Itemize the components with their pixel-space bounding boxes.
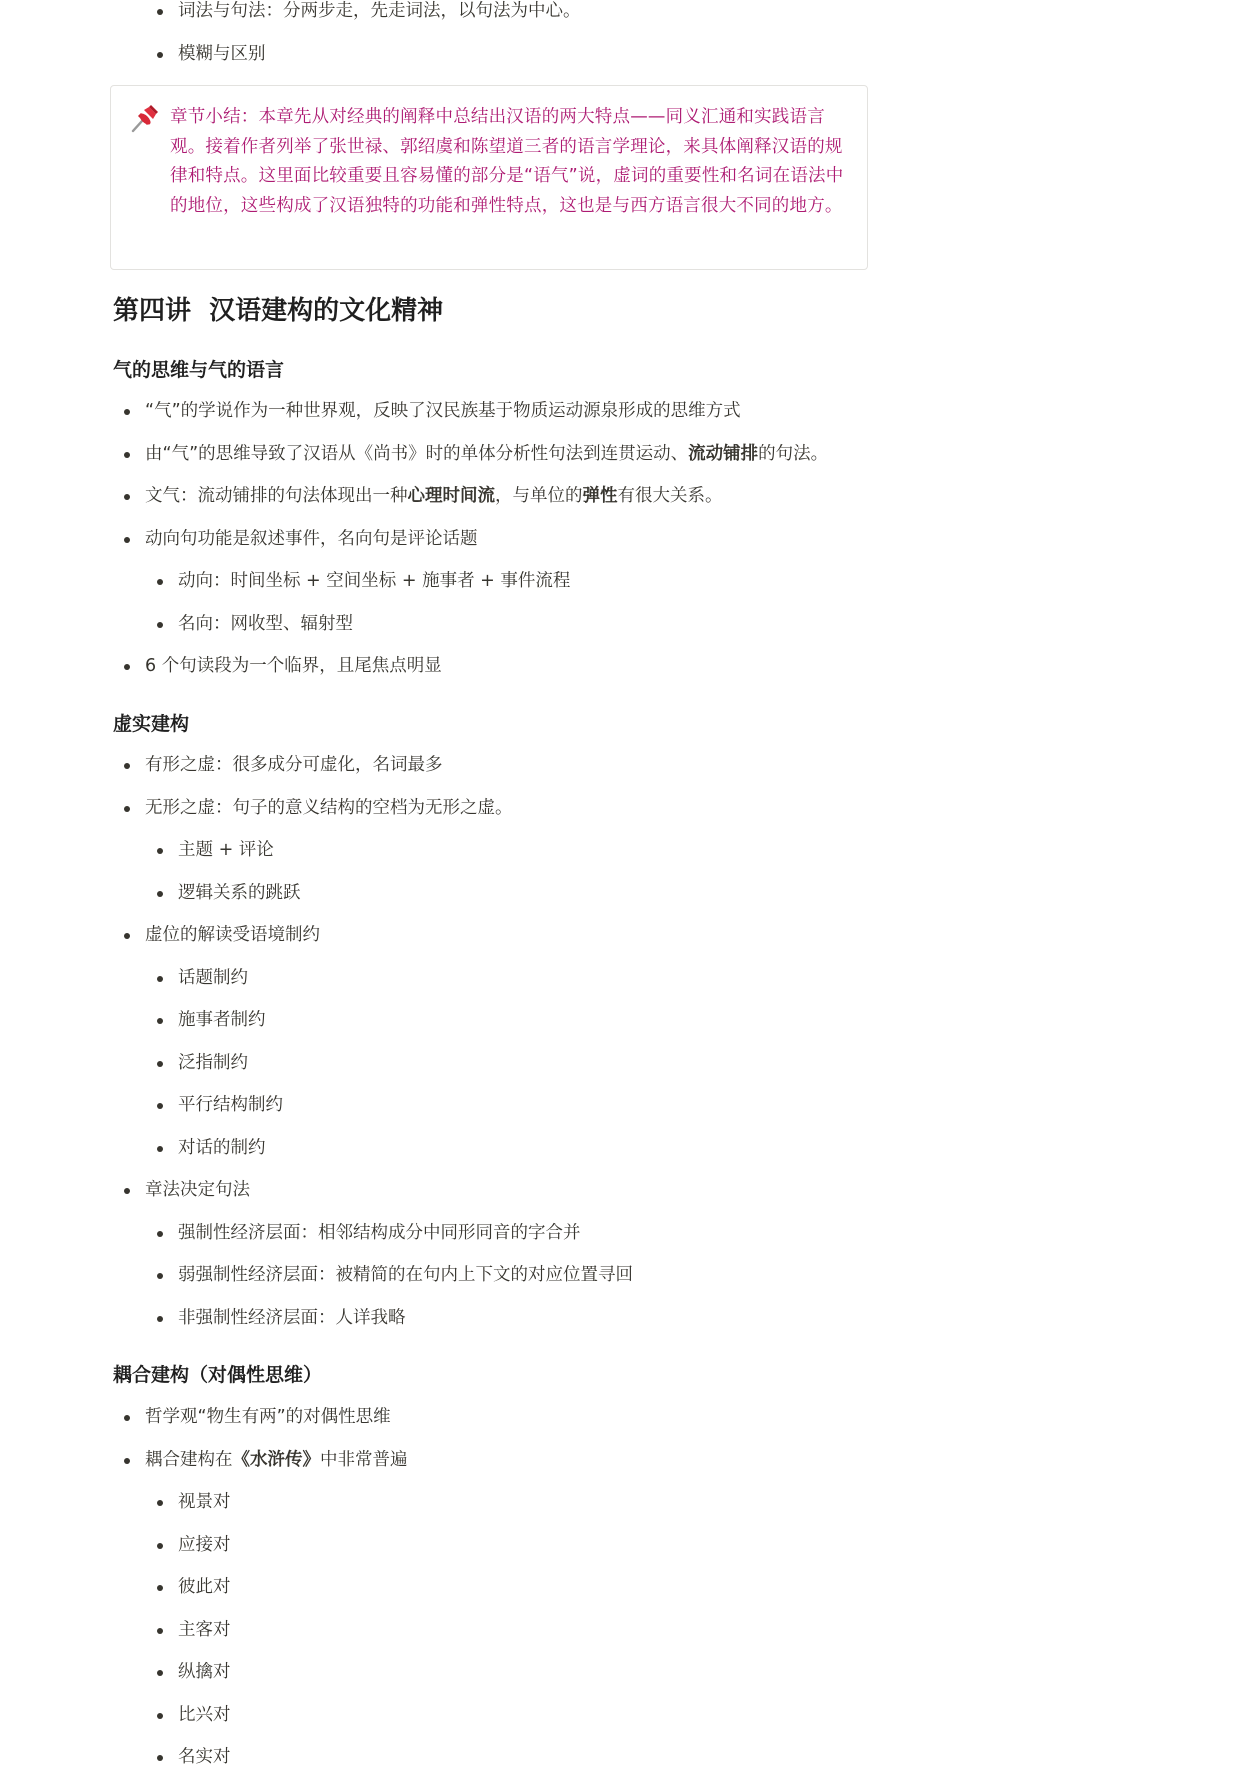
- callout-text: 章节小结：本章先从对经典的阐释中总结出汉语的两大特点——同义汇通和实践语言观。接着作者列举了张世禄、郭绍虞和陈望道三者的语言学理论，来具体阐释汉语的规律和特点。这里面比较重要且容易懂的部分是“语气”说，虚词的重要性和名词在语法中的地位，这些构成了汉语独特的功能和弹性特点，这也是与西方语言很大不同的地方。: [170, 107, 844, 216]
- section-qi-list: [112, 393, 872, 691]
- section-heading-ouhe: 耦合建构（对偶性思维）: [113, 1364, 323, 1386]
- top-continuation-list: [112, 0, 872, 78]
- list-item: 非强制性经济层面：人详我略: [112, 1300, 872, 1343]
- chapter-title: 第四讲 汉语建构的文化精神: [113, 296, 444, 326]
- list-item: 有形之虚：很多成分可虚化，名词最多: [112, 747, 872, 790]
- list-item: 文气：流动铺排的句法体现出一种心理时间流，与单位的弹性有很大关系。: [112, 478, 872, 521]
- list-item: 模糊与区别: [112, 36, 872, 79]
- section-heading-xushi: 虚实建构: [113, 713, 190, 735]
- list-item: 主客对: [112, 1612, 872, 1655]
- list-item: 泛指制约: [112, 1045, 872, 1088]
- list-item: 比兴对: [112, 1697, 872, 1740]
- list-item: 逻辑关系的跳跃: [112, 875, 872, 918]
- list-item: 章法决定句法: [112, 1172, 872, 1215]
- section-ouhe-list: [112, 1399, 872, 1777]
- list-item: 视景对: [112, 1484, 872, 1527]
- list-item: 话题制约: [112, 960, 872, 1003]
- list-item: 应接对: [112, 1527, 872, 1570]
- section-heading-qi: 气的思维与气的语言: [113, 359, 285, 381]
- list-item: 名实对: [112, 1739, 872, 1777]
- chapter-summary-callout: [110, 85, 868, 270]
- list-item: 词法与句法：分两步走，先走词法，以句法为中心。: [112, 0, 872, 36]
- list-item: 无形之虚：句子的意义结构的空档为无形之虚。: [112, 790, 872, 833]
- list-item: 名向：网收型、辐射型: [112, 606, 872, 649]
- pushpin-icon: [129, 102, 161, 134]
- list-item: 平行结构制约: [112, 1087, 872, 1130]
- list-item: 弱强制性经济层面：被精简的在句内上下文的对应位置寻回: [112, 1257, 872, 1300]
- list-item: 虚位的解读受语境制约: [112, 917, 872, 960]
- list-item: 主题 + 评论: [112, 832, 872, 875]
- list-item: “气”的学说作为一种世界观，反映了汉民族基于物质运动源泉形成的思维方式: [112, 393, 872, 436]
- section-xushi-list: [112, 747, 872, 1342]
- list-item: 对话的制约: [112, 1130, 872, 1173]
- list-item: 动向：时间坐标 + 空间坐标 + 施事者 + 事件流程: [112, 563, 872, 606]
- list-item: 耦合建构在《水浒传》中非常普遍: [112, 1442, 872, 1485]
- list-item: 动向句功能是叙述事件，名向句是评论话题: [112, 521, 872, 564]
- list-item: 强制性经济层面：相邻结构成分中同形同音的字合并: [112, 1215, 872, 1258]
- list-item: 彼此对: [112, 1569, 872, 1612]
- list-item: 施事者制约: [112, 1002, 872, 1045]
- list-item: 纵擒对: [112, 1654, 872, 1697]
- list-item: 由“气”的思维导致了汉语从《尚书》时的单体分析性句法到连贯运动、流动铺排的句法。: [112, 436, 872, 479]
- list-item: 6 个句读段为一个临界，且尾焦点明显: [112, 648, 872, 691]
- list-item: 哲学观“物生有两”的对偶性思维: [112, 1399, 872, 1442]
